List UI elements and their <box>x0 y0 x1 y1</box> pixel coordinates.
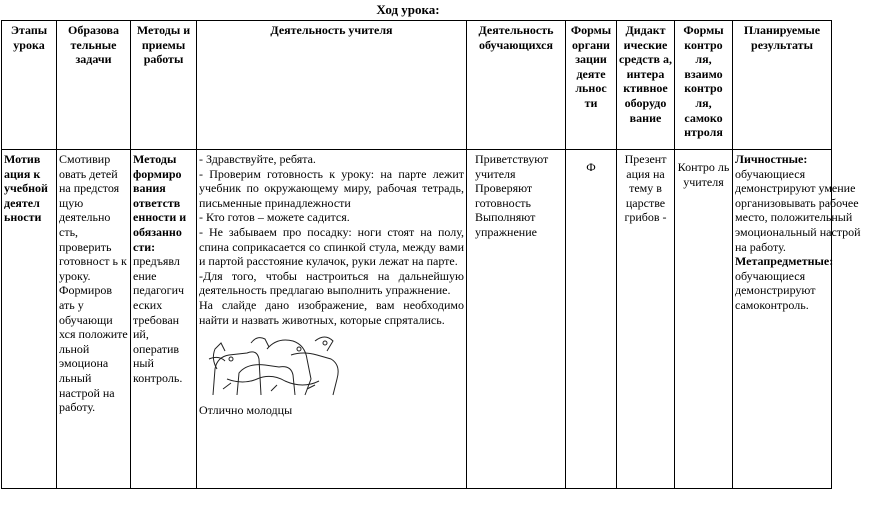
results-meta-label: Метапредметные: <box>735 254 834 269</box>
table-row <box>2 150 832 489</box>
teacher-line: - Здравствуйте, ребята. <box>199 152 316 166</box>
header-row <box>2 21 832 150</box>
results-personal-text: обучающиеся демонстрируют умение организовывать рабочее место, положительный эмоциональный настрой на работу. <box>735 166 861 254</box>
lesson-table <box>1 20 861 489</box>
header-control: Формы контро ля, взаимо контро ля, самоко нтроля <box>675 21 733 150</box>
control-value: Контро ль учителя <box>677 160 730 189</box>
header-student-activity: Деятельность обучающихся <box>467 21 566 150</box>
student-cell <box>467 150 566 489</box>
teacher-line: - Не забываем про посадку: ноги стоят на полу, спина соприкасается со спинкой стула, между вами и партой расстояние кулачок, руки лежат на парте. <box>199 224 464 269</box>
teacher-line: - Проверим готовность к уроку: на парте лежит учебник по окружающему миру, рабочая тетрадь, письменные принадлежности <box>199 166 464 210</box>
didactic-cell: Презент ация на тему в царстве грибов - <box>617 150 675 489</box>
header-stage: Этапы урока <box>2 21 57 150</box>
hidden-animals-image <box>207 329 347 401</box>
methods-text: предъявл ение педагогич еских требован ий, оператив ный контроль. <box>133 254 185 385</box>
results-meta-text: обучающиеся демонстрируют самоконтроль. <box>735 268 816 312</box>
header-org-forms: Формы органи зации деяте льнос ти <box>566 21 617 150</box>
org-form-cell <box>566 150 617 489</box>
student-line: Выполняют упражнение <box>475 210 537 239</box>
teacher-final: Отлично молодцы <box>199 403 293 418</box>
stage-cell: Мотив ация к учебной деятел ьности <box>2 150 57 489</box>
header-didactic: Дидакт ические средств а, интера ктивное оборудо вание <box>617 21 675 150</box>
org-form-value: Ф <box>586 160 596 174</box>
results-cell <box>733 150 861 489</box>
student-line: Приветствуют учителя <box>475 152 549 181</box>
methods-cell <box>131 150 197 489</box>
tasks-cell: Смотивир овать детей на предстоя щую деятельно сть, проверить готовност ь к уроку. Формиров ать у обучающи хся положите льной эмоциона льный настрой на работу. <box>57 150 131 489</box>
teacher-line: -Для того, чтобы настроиться на дальнейшую деятельность предлагаю выполнить упражнение. <box>199 268 464 298</box>
methods-bold: Методы формиро вания ответств енности и обязанно сти: <box>133 152 187 254</box>
page-title: Ход урока: <box>376 2 440 17</box>
header-teacher-activity: Деятельность учителя <box>197 21 467 150</box>
results-personal-label: Личностные: <box>735 152 808 166</box>
teacher-line: На слайде дано изображение, вам необходимо найти и назвать животных, которые спрятались. <box>199 297 464 327</box>
header-tasks: Образова тельные задачи <box>57 21 131 150</box>
control-cell <box>675 150 733 489</box>
student-line: Проверяют готовность <box>475 181 533 210</box>
header-results: Планируемые результаты <box>733 21 832 150</box>
teacher-cell <box>197 150 467 489</box>
header-methods: Методы и приемы работы <box>131 21 197 150</box>
teacher-line: - Кто готов – можете садится. <box>199 210 350 225</box>
